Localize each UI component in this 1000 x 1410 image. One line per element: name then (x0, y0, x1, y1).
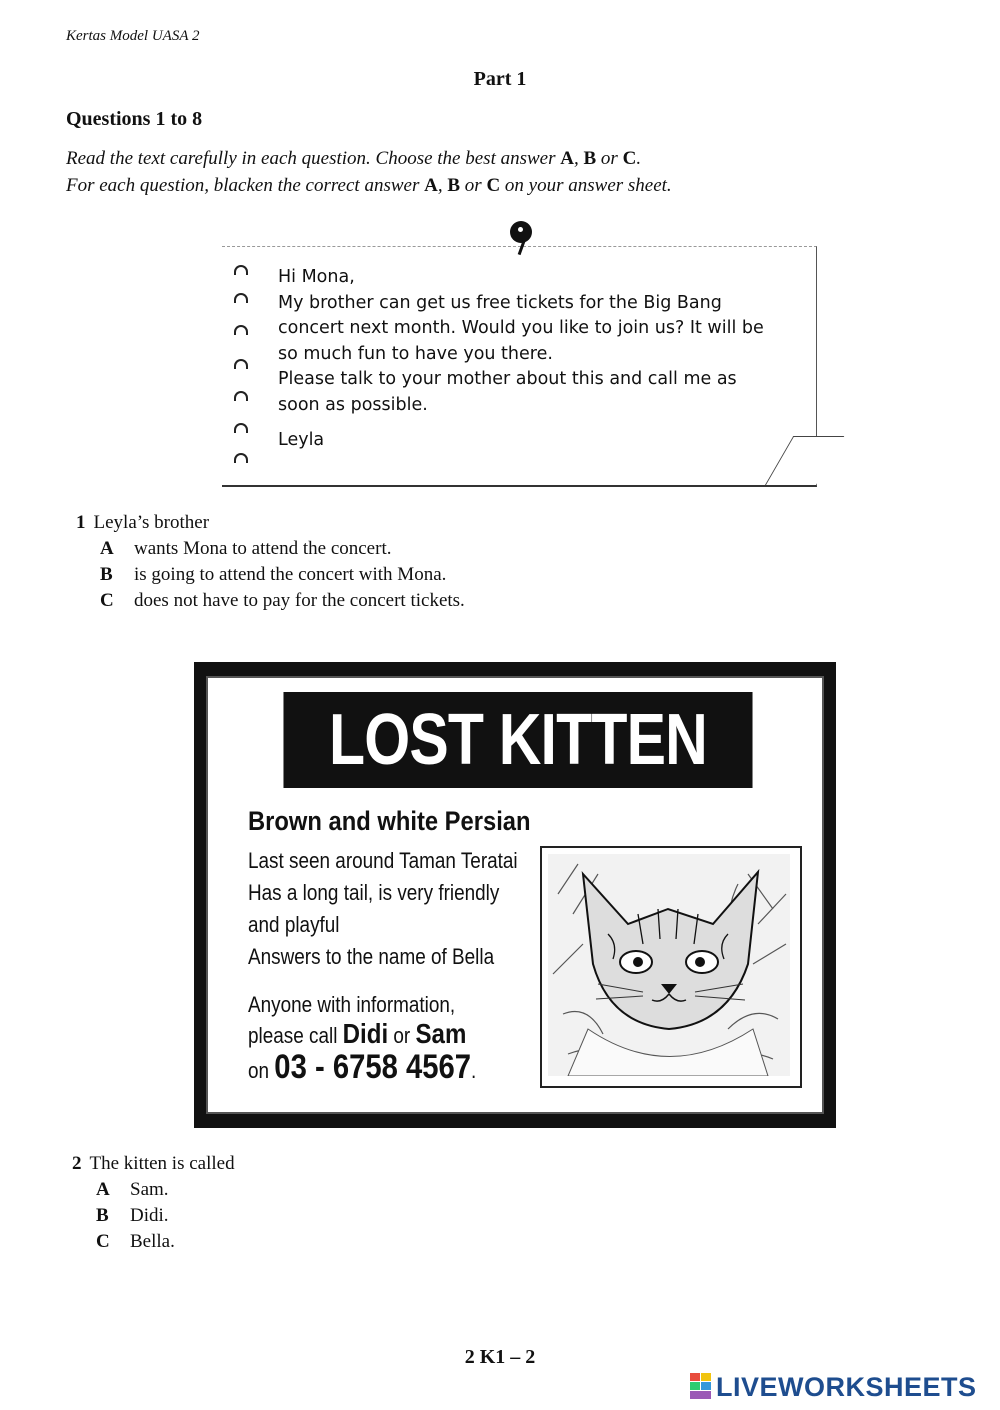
poster-phone-line: on 03 - 6758 4567. (248, 1048, 477, 1086)
question-1-option-a[interactable]: A wants Mona to attend the concert. (100, 538, 392, 559)
part-title: Part 1 (473, 68, 527, 90)
binder-ring-icon (234, 423, 248, 433)
poster-frame (206, 676, 824, 1114)
question-1-option-c[interactable]: C does not have to pay for the concert tickets. (100, 590, 465, 611)
note-signature: Leyla (278, 430, 325, 450)
instruction-line-1: Read the text carefully in each question. Choose the best answer A, B or C. (66, 148, 642, 169)
binder-ring-icon (234, 391, 248, 401)
pushpin-icon (510, 221, 532, 243)
page-number: 2 K1 – 2 (464, 1346, 536, 1368)
poster-line: and playful (248, 912, 340, 937)
poster-subhead: Brown and white Persian (248, 806, 531, 836)
poster-line: Last seen around Taman Teratai (248, 848, 518, 873)
question-2-option-a[interactable]: A Sam. (96, 1179, 169, 1200)
kitten-image (548, 854, 790, 1076)
poster-line: Anyone with information, (248, 992, 456, 1017)
binder-ring-icon (234, 265, 248, 275)
note-line: Please talk to your mother about this and call me as (278, 369, 737, 389)
note-line: My brother can get us free tickets for the Big Bang (278, 292, 722, 313)
question-1-option-b[interactable]: B is going to attend the concert with Mona. (100, 564, 447, 585)
instruction-line-2: For each question, blacken the correct answer A, B or C on your answer sheet. (66, 175, 672, 196)
questions-range-heading: Questions 1 to 8 (66, 108, 203, 130)
note-line: so much fun to have you there. (278, 343, 553, 364)
poster-line: Has a long tail, is very friendly (248, 880, 500, 905)
question-number: 1 (76, 512, 86, 533)
kitten-photo (540, 846, 802, 1088)
note-greeting: Hi Mona, (278, 267, 355, 287)
question-1-stem: 1 Leyla’s brother (76, 512, 210, 533)
question-2-option-c[interactable]: C Bella. (96, 1231, 175, 1252)
binder-ring-icon (234, 359, 248, 369)
contact-name-didi: Didi (342, 1018, 389, 1049)
binder-ring-icon (234, 325, 248, 335)
note-line: soon as possible. (278, 394, 428, 415)
liveworksheets-logo-icon (690, 1373, 712, 1399)
watermark-text: LIVEWORKSHEETS (716, 1372, 977, 1402)
poster-line: Answers to the name of Bella (248, 944, 495, 969)
lost-kitten-poster (194, 662, 836, 1128)
question-2-stem: 2 The kitten is called (72, 1153, 235, 1174)
poster-title: LOST KITTEN (283, 692, 752, 788)
contact-name-sam: Sam (415, 1018, 467, 1049)
question-2-option-b[interactable]: B Didi. (96, 1205, 169, 1226)
note-message (278, 265, 798, 454)
note-card (222, 246, 817, 487)
pushpin-needle (518, 241, 526, 255)
poster-contact-line: please call Didi or Sam (248, 1018, 467, 1049)
question-number: 2 (72, 1153, 82, 1174)
phone-number: 03 - 6758 4567 (274, 1048, 472, 1086)
note-line: concert next month. Would you like to join us? It will be (278, 318, 764, 338)
paper-header: Kertas Model UASA 2 (66, 28, 200, 44)
binder-ring-icon (234, 293, 248, 303)
liveworksheets-watermark[interactable] (690, 1372, 977, 1403)
binder-ring-icon (234, 453, 248, 463)
